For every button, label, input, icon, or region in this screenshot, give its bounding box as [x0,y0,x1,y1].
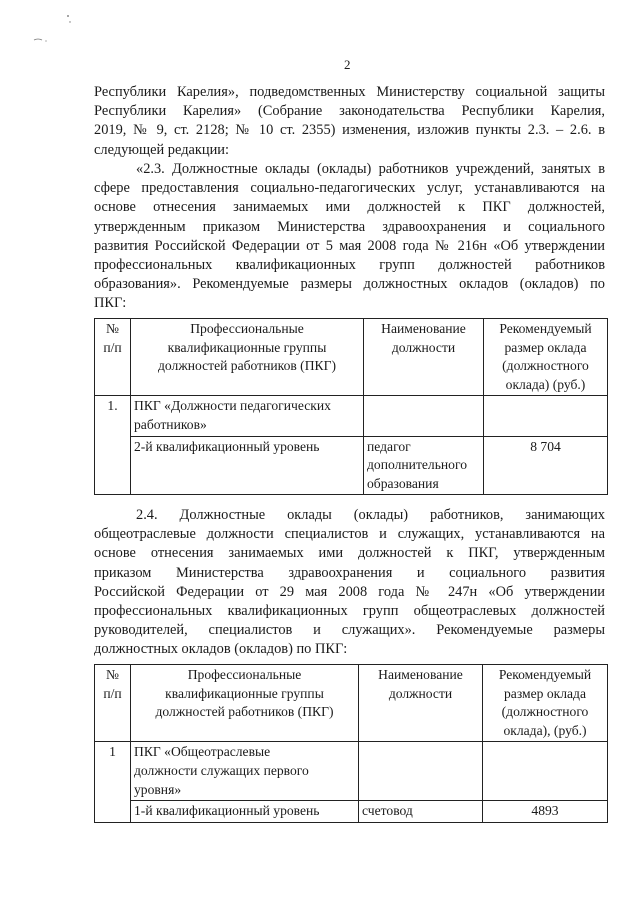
row-level: 1-й квалификационный уровень [131,801,359,823]
row-position-empty [359,742,483,801]
text-line: 2.4. Должностные оклады (оклады) работников, занимающих [136,507,605,523]
table-row [95,396,608,436]
header-position: Наименование должности [364,319,484,396]
table-row [95,436,608,495]
text-line: образования». Рекомендуемые размеры должностных окладов (окладов) по [94,276,605,293]
intro-paragraph [94,83,605,160]
text-line: Республики Карелия», подведомственных Министерству социальной защиты [94,84,605,100]
row-salary-empty [483,742,608,801]
row-salary-empty [484,396,608,436]
row-salary: 8 704 [484,436,608,495]
page-number: 2 [344,57,351,72]
text-line: сфере предоставления социально-педагогических услуг, устанавливаются на [94,180,605,197]
text-line: должностных окладов (окладов) по ПКГ: [94,641,348,658]
text-line: общеотраслевые должности специалистов и служащих, устанавливаются на [94,526,605,543]
table-row [95,801,608,823]
table-header-row [95,665,608,742]
table-header-row [95,319,608,396]
row-group: ПКГ «Должности педагогических работников» [131,396,364,436]
row-salary: 4893 [483,801,608,823]
row-position: педагог дополнительного образования [364,436,484,495]
header-position: Наименование должности [359,665,483,742]
header-groups: Профессиональные квалификационные группы должностей работников (ПКГ) [131,319,364,396]
text-line: приказом Министерства здравоохранения и социального развития [94,564,605,581]
paragraph-2-3 [94,160,605,314]
row-group: ПКГ «Общеотраслевые должности служащих первого уровня» [131,742,359,801]
text-line: профессиональных квалификационных групп общеотраслевых должностей [94,603,605,620]
text-line: «2.3. Должностные оклады (оклады) работников учреждений, занятых в [136,161,605,177]
salary-table-pedagogical [94,318,608,495]
table-row [95,742,608,801]
header-num: № п/п [95,319,131,396]
text-line: Российской Федерации от 29 мая 2008 года № 247н «Об утверждении [94,583,605,600]
row-level: 2-й квалификационный уровень [131,436,364,495]
text-line: основе отнесения занимаемых ими должностей к ПКГ должностей, [94,199,605,216]
scan-specks-decoration [28,10,88,50]
text-line: основе отнесения занимаемых ими должностей к ПКГ, утвержденным [94,545,605,562]
text-line: следующей редакции: [94,141,229,158]
header-num: № п/п [95,665,131,742]
text-line: руководителей, специалистов и служащих». Рекомендуемые размеры [94,622,605,639]
header-salary: Рекомендуемый размер оклада (должностного оклада) (руб.) [484,319,608,396]
row-position: счетовод [359,801,483,823]
text-line: ПКГ: [94,295,127,312]
text-line: профессиональных квалификационных групп должностей работников [94,257,605,274]
row-num: 1. [95,396,131,495]
text-line: Республики Карелия» (Собрание законодательства Республики Карелия, [94,103,605,120]
row-position-empty [364,396,484,436]
paragraph-2-4 [94,506,605,660]
row-num: 1 [95,742,131,822]
text-line: 2019, № 9, ст. 2128; № 10 ст. 2355) изменения, изложив пункты 2.3. – 2.6. в [94,122,605,139]
text-line: развития Российской Федерации от 5 мая 2008 года № 216н «Об утверждении [94,237,605,254]
header-salary: Рекомендуемый размер оклада (должностного оклада), (руб.) [483,665,608,742]
text-line: утвержденным приказом Министерства здравоохранения и социального [94,218,605,235]
salary-table-general [94,664,608,823]
header-groups: Профессиональные квалификационные группы должностей работников (ПКГ) [131,665,359,742]
